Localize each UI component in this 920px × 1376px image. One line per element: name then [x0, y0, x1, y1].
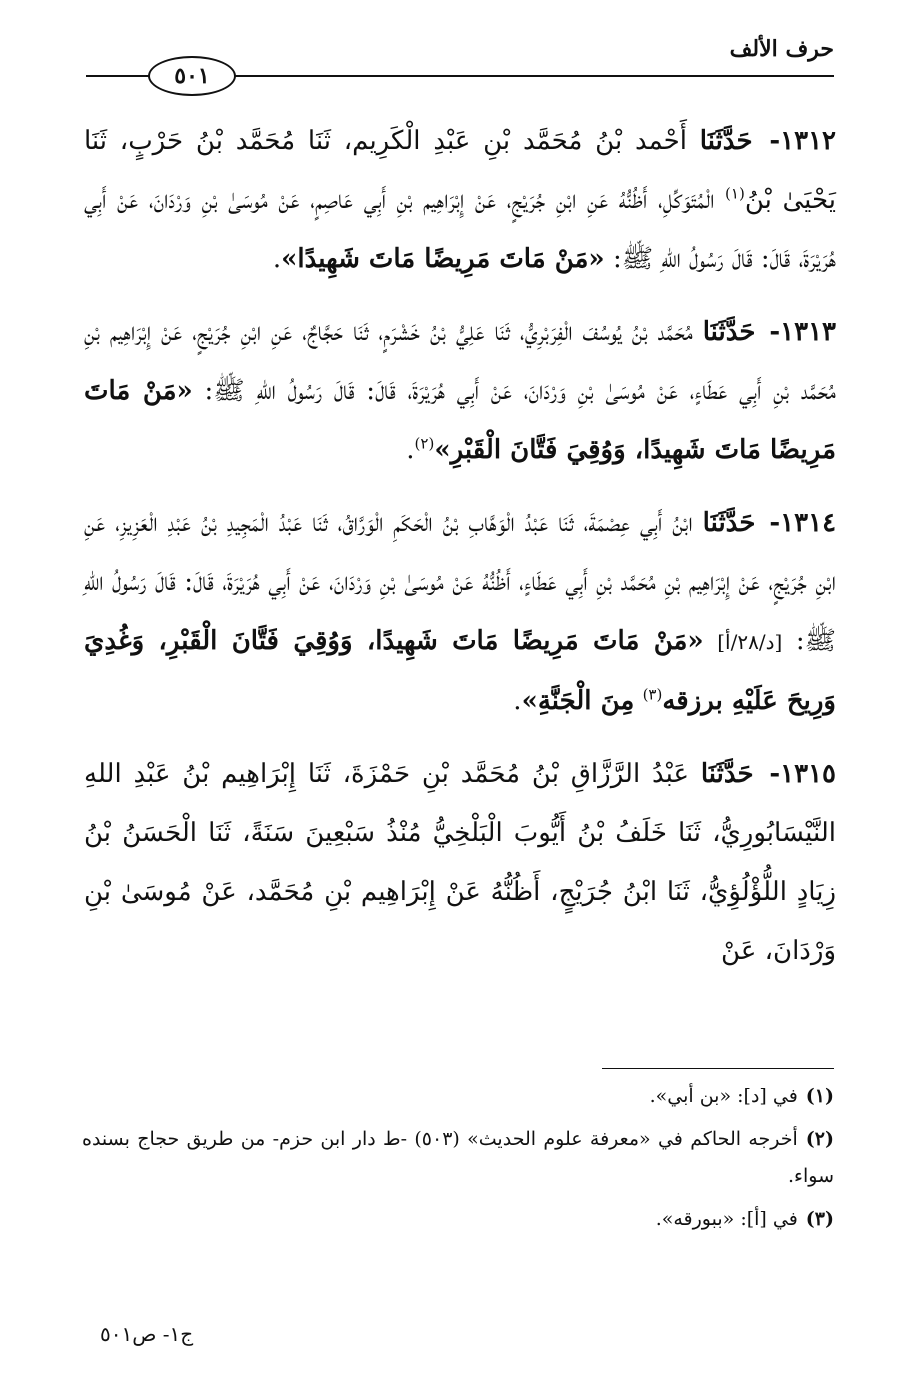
matn-text: «مَنْ مَاتَ مَرِيضًا مَاتَ شَهِيدًا، وَوُقِيَ فَتَّانَ الْقَبْرِ، وَغُدِيَ وَرِيحَ عَلَيْهِ برزقه — [84, 626, 836, 716]
isnad-text: عَبْدُ الرَّزَّاقِ بْنُ مُحَمَّد بْنِ حَمْزَةَ، ثَنَا إِبْرَاهِيم بْنُ عَبْدِ اللهِ النَّيْسَابُورِيُّ، ثَنَا خَلَفُ بْنُ أَيُّوبَ الْبَلْخِيُّ مُنْذُ سَبْعِينَ سَنَةً، ثَنَا الْحَسَنُ بْنُ زِيَادٍ اللُّؤْلُؤِيُّ، ثَنَا ابْنُ جُرَيْجٍ، أَظُنُّهُ عَنْ إِبْرَاهِيم بْنِ مُحَمَّد، عَنْ مُوسَىٰ بْنِ وَرْدَانَ، عَنْ — [84, 759, 836, 966]
matn-text: مِنَ الْجَنَّةِ» — [521, 686, 635, 716]
footnote-number: (١) — [805, 1085, 834, 1107]
footnote-number: (٢) — [805, 1128, 835, 1150]
footnote-separator — [602, 1068, 834, 1069]
footnote-number: (٣) — [805, 1208, 834, 1230]
hadith-number: ١٣١٣- — [769, 317, 836, 347]
isnad-text: الْمُتَوَكِّلِ، أَظُنُّهُ عَنِ ابْنِ جُرَيْجٍ، عَنْ إِبْرَاهِيم بْنِ أَبِي عَاصِمٍ، عَنْ مُوسَىٰ بْنِ وَرْدَانَ، عَنْ أَبِي هُرَيْرَةَ، قَالَ: قَالَ رَسُولُ اللهِ ﷺ: — [84, 185, 836, 274]
footnote-text: في [د]: «بن أبي». — [649, 1085, 798, 1107]
haddathana-word: حَدَّثَنَا — [699, 126, 753, 156]
hadith-entry-1315 — [84, 745, 836, 981]
footnote-2 — [82, 1121, 834, 1195]
hadith-body — [84, 112, 836, 995]
footnotes-section — [82, 1078, 834, 1244]
hadith-number: ١٣١٥- — [769, 759, 837, 789]
hadith-entry-1314 — [84, 494, 836, 731]
page-number-badge: ٥٠١ — [148, 56, 236, 96]
isnad-text: ابْنُ أَبِي عِصْمَةَ، ثَنَا عَبْدُ الْوَهَّابِ بْنُ الْحَكَمِ الْوَرَّاقُ، ثَنَا عَبْدُ الْمَجِيدِ بْنُ عَبْدِ الْعَزِيزِ، عَنِ ابْنِ جُرَيْجٍ، عَنْ إِبْرَاهِيم بْنِ مُحَمَّد بْنِ أَبِي عَطَاءٍ، أَظُنُّهُ عَنْ مُوسَىٰ بْنِ وَرْدَانَ، عَنْ أَبِي هُرَيْرَةَ، قَالَ: قَالَ رَسُولُ اللهِ ﷺ: — [84, 508, 837, 656]
footnote-1 — [82, 1078, 834, 1115]
volume-page-reference: ج١- ص٥٠١ — [100, 1322, 194, 1346]
haddathana-word: حَدَّثَنَا — [702, 508, 756, 538]
hadith-entry-1312 — [84, 112, 836, 289]
footnote-text: أخرجه الحاكم في «معرفة علوم الحديث» (٥٠٣) -ط دار ابن حزم- من طريق حجاج بسنده سواء. — [82, 1128, 834, 1187]
footnote-3 — [82, 1201, 834, 1238]
isnad-text: أَحْمد بْنُ مُحَمَّد بْنِ عَبْدِ الْكَرِيم، ثَنَا مُحَمَّد بْنُ حَرْبٍ، ثَنَا يَحْيَىٰ بْنُ — [84, 126, 836, 215]
haddathana-word: حَدَّثَنَا — [700, 759, 754, 789]
matn-text: «مَنْ مَاتَ مَرِيضًا مَاتَ شَهِيدًا، وَوُقِيَ فَتَّانَ الْقَبْرِ» — [84, 376, 836, 465]
matn-text: «مَنْ مَاتَ مَرِيضًا مَاتَ شَهِيدًا» — [281, 244, 605, 274]
hadith-number: ١٣١٢- — [769, 126, 836, 156]
footnote-marker[interactable]: (١) — [725, 184, 745, 203]
isnad-text: مُحَمَّد بْنُ يُوسُفَ الْفِرَبْرِيُّ، ثَنَا عَلِيُّ بْنُ خَشْرَمٍ، ثَنَا حَجَّاجٌ، عَنِ ابْنِ جُرَيْجٍ، عَنْ إِبْرَاهِيم بْنِ مُحَمَّد بْنِ أَبِي عَطَاءٍ، عَنْ مُوسَىٰ بْنِ وَرْدَانَ، عَنْ أَبِي هُرَيْرَةَ، قَالَ: قَالَ رَسُولُ اللهِ ﷺ: — [84, 317, 836, 406]
hadith-number: ١٣١٤- — [769, 508, 837, 538]
end-punctuation: . — [513, 686, 522, 716]
end-punctuation: . — [272, 244, 282, 274]
haddathana-word: حَدَّثَنَا — [702, 317, 756, 347]
end-punctuation: . — [406, 435, 415, 465]
footnote-marker[interactable]: (٣) — [642, 685, 663, 704]
chapter-title: حرف الألف — [729, 36, 834, 62]
footnote-marker[interactable]: (٢) — [414, 434, 435, 453]
manuscript-reference: [د/٢٨/أ] — [717, 630, 783, 654]
footnote-text: في [أ]: «ببورقه». — [655, 1208, 798, 1230]
hadith-entry-1313 — [84, 303, 836, 480]
